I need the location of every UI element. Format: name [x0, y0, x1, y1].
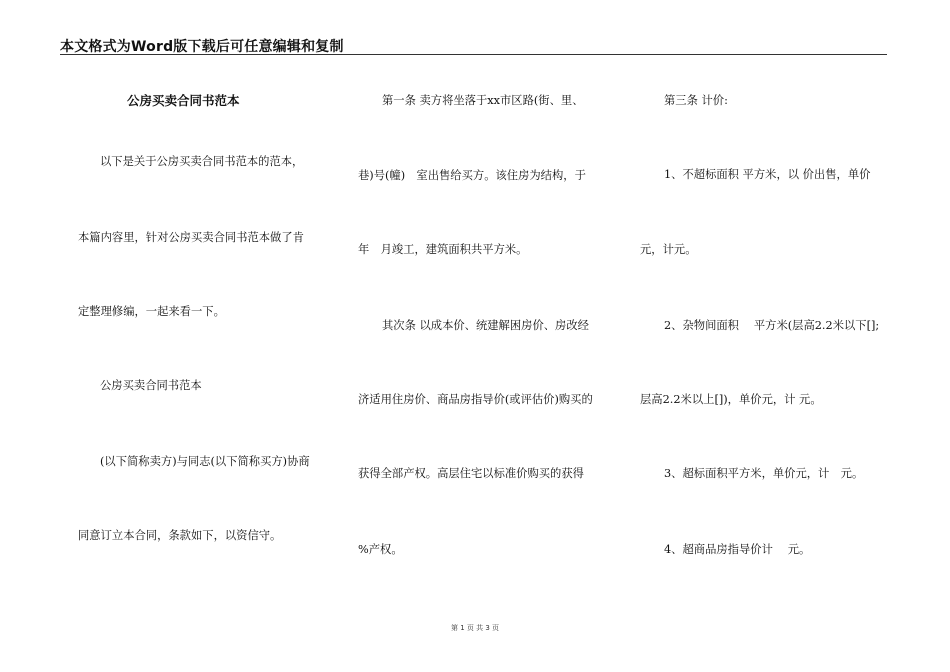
clause-line: 获得全部产权。高层住宅以标准价购买的获得: [358, 467, 584, 480]
text-column-2: [357, 0, 617, 672]
clause-line: 第一条 卖方将坐落于xx市区路(街、里、: [382, 94, 584, 107]
clause-line: 2、杂物间面积 平方米(层高2.2米以下[];: [664, 319, 880, 332]
clause-line: 其次条 以成本价、统建解困房价、房改经: [382, 319, 589, 332]
paragraph-line: 本篇内容里，针对公房买卖合同书范本做了肯: [78, 231, 304, 244]
page-number: 第 1 页 共 3 页: [450, 624, 500, 632]
text-column-3: [640, 0, 890, 672]
clause-line: 层高2.2米以上[])，单价元，计 元。: [640, 393, 822, 406]
clause-line: 济适用住房价、商品房指导价(或评估价)购买的: [358, 393, 593, 406]
paragraph-line: 以下是关于公房买卖合同书范本的范本，: [100, 155, 304, 168]
clause-line: 年 月竣工，建筑面积共平方米。: [358, 243, 528, 256]
clause-line: %产权。: [358, 543, 403, 556]
paragraph-line: 同意订立本合同，条款如下，以资信守。: [78, 529, 282, 542]
clause-line: 4、超商品房指导价计 元。: [664, 543, 811, 556]
document-title: 公房买卖合同书范本: [127, 93, 240, 108]
paragraph-line: (以下简称卖方)与同志(以下简称买方)协商: [100, 455, 310, 468]
text-column-1: [60, 0, 330, 672]
paragraph-line: 定整理修编，一起来看一下。: [78, 305, 225, 318]
section-heading: 公房买卖合同书范本: [100, 379, 202, 392]
clause-line: 元，计元。: [640, 243, 697, 256]
clause-line: 3、超标面积平方米，单价元，计 元。: [664, 467, 864, 480]
document-header-title: 本文格式为Word版下载后可任意编辑和复制: [60, 39, 344, 55]
clause-line: 巷)号(幢) 室出售给买方。该住房为结构，于: [358, 169, 586, 182]
clause-line: 1、不超标面积 平方米，以 价出售，单价: [664, 168, 871, 181]
clause-line: 第三条 计价:: [664, 94, 728, 107]
